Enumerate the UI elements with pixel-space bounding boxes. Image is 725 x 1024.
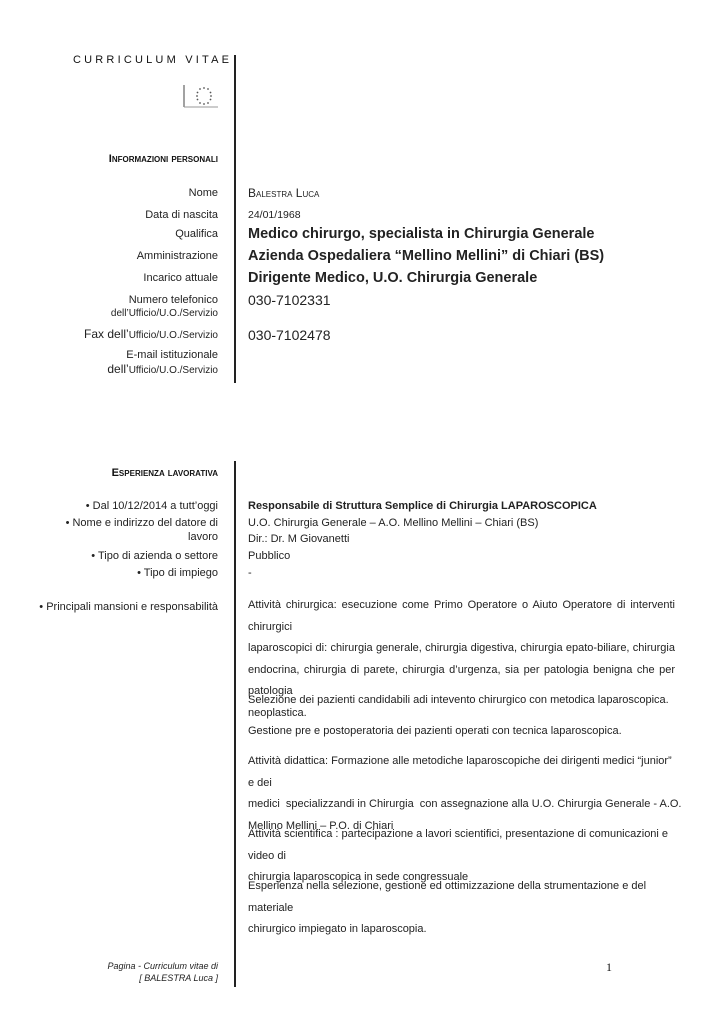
value-qualification: Medico chirurgo, specialista in Chirurgia Generale — [248, 226, 595, 242]
value-name: Balestra Luca — [248, 186, 320, 200]
value-fax: 030-7102478 — [248, 327, 331, 343]
value-position: Responsabile di Struttura Semplice di Chirurgia LAPAROSCOPICA — [248, 500, 597, 512]
label-sector: • Tipo di azienda o settore — [91, 550, 218, 562]
label-current-role: Incarico attuale — [143, 272, 218, 284]
footer-line2: [ BALESTRA Luca ] — [139, 973, 218, 983]
label-phone-line2: dell’Ufficio/U.O./Servizio — [110, 308, 218, 319]
label-employer-line2: lavoro — [188, 531, 218, 543]
label-fax — [84, 327, 218, 343]
page-number: 1 — [606, 960, 612, 974]
value-sector: Pubblico — [248, 550, 291, 562]
value-employment-type: - — [248, 567, 252, 579]
label-fax-suffix: Ufficio/U.O./Servizio — [128, 330, 218, 341]
column-rule-1 — [234, 55, 236, 383]
section-title-experience: Esperienza lavorativa — [111, 467, 218, 479]
label-email-line1: E-mail istituzionale — [126, 349, 218, 361]
duties-paragraph-1: Attività chirurgica: esecuzione come Primo Operatore o Aiuto Operatore di interventi chirurgici laparoscopici di: chirurgia generale, chirurgia digestiva, chirurgia epato-biliare, chirurgia endocrina, chirurgia di parete, chirurgia d’urgenza, sia per patologia benigna che per patologia neoplastica. — [248, 599, 675, 719]
duties-paragraph-6: Esperienza nella selezione, gestione ed ottimizzazione della strumentazione e del materiale chirurgico impiegato in laparoscopia. — [248, 880, 647, 935]
footer-line1: Pagina - Curriculum vitae di — [107, 961, 218, 971]
footer-label — [107, 960, 218, 984]
label-administration: Amministrazione — [136, 250, 218, 262]
label-date-range: • Dal 10/12/2014 a tutt’oggi — [85, 500, 218, 512]
label-phone — [111, 293, 218, 321]
value-administration: Azienda Ospedaliera “Mellino Mellini” di Chiari (BS) — [248, 248, 605, 264]
section-title-personal: Informazioni personali — [108, 153, 218, 165]
label-qualification: Qualifica — [175, 228, 218, 240]
duties-paragraph-5: Attività scientifica : partecipazione a lavori scientifici, presentazione di comunicazioni e video di chirurgia laparoscopica in sede congressuale — [248, 828, 669, 883]
column-rule-2 — [234, 461, 236, 987]
value-current-role: Dirigente Medico, U.O. Chirurgia Generale — [248, 270, 538, 286]
label-employment-type: • Tipo di impiego — [137, 567, 218, 579]
value-birthdate: 24/01/1968 — [248, 209, 301, 221]
value-phone: 030-7102331 — [248, 292, 331, 308]
label-fax-prefix: Fax dell’ — [84, 327, 129, 341]
label-duties: • Principali mansioni e responsabilità — [39, 601, 218, 613]
label-employer — [66, 516, 218, 544]
label-email-suffix: Ufficio/U.O./Servizio — [128, 365, 218, 376]
value-employer-line1: U.O. Chirurgia Generale – A.O. Mellino Mellini – Chiari (BS) — [248, 517, 539, 529]
eu-flag-icon — [183, 84, 219, 108]
duties-paragraph-3: Gestione pre e postoperatoria dei pazienti operati con tecnica laparoscopica. — [248, 725, 622, 737]
label-birthdate: Data di nascita — [145, 209, 218, 221]
value-employer-line2: Dir.: Dr. M Giovanetti — [248, 533, 350, 545]
duties-paragraph-2: Selezione dei pazienti candidabili adi intevento chirurgico con metodica laparoscopica. — [248, 694, 669, 706]
duties-paragraph-4: Attività didattica: Formazione alle metodiche laparoscopiche dei dirigenti medici “junior” e dei medici specializzandi in Chirurgia con assegnazione alla U.O. Chirurgia Generale - A.O. Mellino Mellini – P.O. di Chiari — [248, 755, 682, 832]
label-phone-line1: Numero telefonico — [128, 294, 218, 306]
label-email-prefix: dell’ — [107, 362, 129, 376]
cv-title: CURRICULUM VITAE — [73, 54, 233, 66]
label-name: Nome — [188, 187, 218, 199]
label-email — [107, 348, 218, 378]
label-employer-line1: • Nome e indirizzo del datore di — [65, 517, 218, 529]
